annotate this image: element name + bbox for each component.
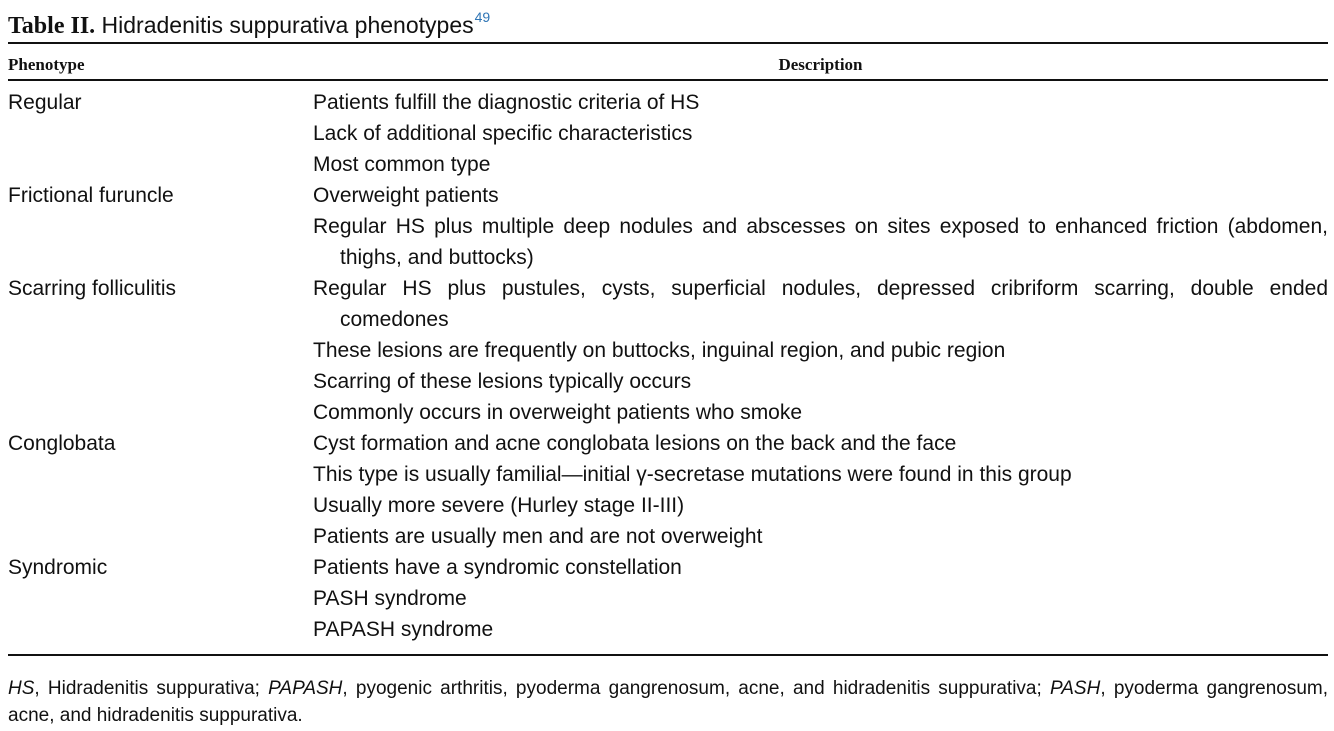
table-row (8, 87, 1328, 180)
table-caption-reference: 49 (474, 9, 491, 25)
table-header-rule (8, 79, 1328, 81)
description-line: Regular HS plus pustules, cysts, superficial nodules, depressed cribriform scarring, double ended comedones (313, 277, 1328, 331)
table-row (8, 180, 1328, 273)
column-header-phenotype: Phenotype (8, 55, 85, 74)
phenotype-cell: Frictional furuncle (8, 184, 174, 207)
description-line: These lesions are frequently on buttocks, inguinal region, and pubic region (313, 339, 1006, 362)
table-bottom-rule (8, 654, 1328, 656)
description-cell (313, 180, 1328, 273)
description-line: Patients fulfill the diagnostic criteria of HS (313, 91, 700, 114)
footnote-abbreviation-pash: PASH (1050, 678, 1101, 699)
phenotype-cell: Scarring folliculitis (8, 277, 177, 300)
description-line: Usually more severe (Hurley stage II-III) (313, 494, 685, 517)
description-cell (313, 87, 1328, 180)
table-top-rule (8, 42, 1328, 44)
table-caption-title: Hidradenitis suppurativa phenotypes (101, 12, 474, 38)
description-line: PASH syndrome (313, 587, 467, 610)
phenotype-cell: Syndromic (8, 556, 108, 579)
footnote-abbreviation-papash: PAPASH (268, 678, 343, 699)
column-header-description: Description (778, 55, 863, 74)
table-footnote (8, 675, 1328, 729)
description-line: Commonly occurs in overweight patients who smoke (313, 401, 803, 424)
phenotype-cell: Conglobata (8, 432, 116, 455)
table-row (8, 273, 1328, 428)
description-line: Scarring of these lesions typically occurs (313, 370, 692, 393)
description-line: Most common type (313, 153, 491, 176)
description-cell (313, 428, 1328, 552)
table-row (8, 428, 1328, 552)
table-caption (8, 2, 490, 41)
footnote-definition-hs: , Hidradenitis suppurativa; (34, 678, 269, 699)
footnote-definition-papash: , pyogenic arthritis, pyoderma gangrenosum, acne, and hidradenitis suppurativa; (342, 678, 1050, 699)
description-line: Overweight patients (313, 184, 499, 207)
description-line: This type is usually familial—initial γ-secretase mutations were found in this group (313, 463, 1072, 486)
description-line: Lack of additional specific characteristics (313, 122, 693, 145)
description-cell (313, 552, 1328, 645)
description-cell (313, 273, 1328, 428)
table-caption-label: Table II. (8, 13, 96, 39)
description-line: Patients are usually men and are not overweight (313, 525, 763, 548)
footnote-definition-pash: , pyoderma gangrenosum, acne, and hidradenitis suppurativa. (8, 678, 1328, 726)
description-line: Regular HS plus multiple deep nodules and abscesses on sites exposed to enhanced friction (abdomen, thighs, and buttocks) (313, 215, 1328, 269)
table-body (8, 87, 1328, 645)
phenotype-cell: Regular (8, 91, 82, 114)
description-line: PAPASH syndrome (313, 618, 494, 641)
table-row (8, 552, 1328, 645)
footnote-abbreviation-hs: HS (8, 678, 35, 699)
description-line: Patients have a syndromic constellation (313, 556, 682, 579)
description-line: Cyst formation and acne conglobata lesions on the back and the face (313, 432, 957, 455)
